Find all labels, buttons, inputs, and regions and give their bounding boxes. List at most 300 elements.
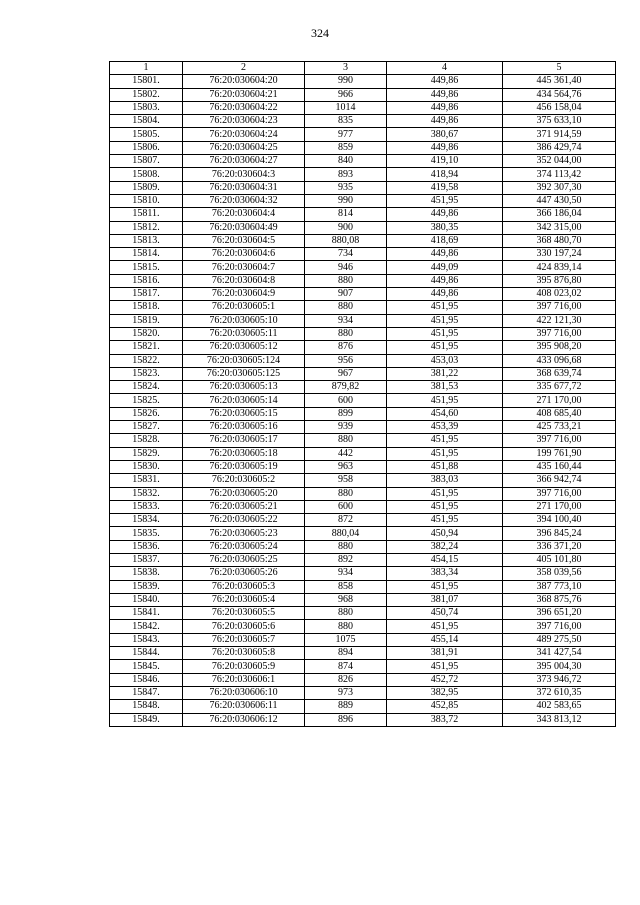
table-cell: 76:20:030604:23: [183, 115, 305, 128]
table-cell: 15824.: [110, 381, 183, 394]
table-cell: 880: [305, 620, 387, 633]
table-row: [110, 607, 616, 620]
table-cell: 336 371,20: [503, 540, 616, 553]
table-cell: 76:20:030604:6: [183, 248, 305, 261]
table-cell: 880,04: [305, 527, 387, 540]
table-cell: 394 100,40: [503, 514, 616, 527]
table-cell: 15810.: [110, 194, 183, 207]
table-cell: 374 113,42: [503, 168, 616, 181]
table-row: [110, 713, 616, 726]
table-cell: 15814.: [110, 248, 183, 261]
table-row: [110, 434, 616, 447]
table-cell: 76:20:030604:5: [183, 234, 305, 247]
table-cell: 455,14: [387, 633, 503, 646]
table-row: [110, 673, 616, 686]
table-cell: 15805.: [110, 128, 183, 141]
table-cell: 826: [305, 673, 387, 686]
table-row: [110, 500, 616, 513]
table-cell: 408 023,02: [503, 288, 616, 301]
table-cell: 15828.: [110, 434, 183, 447]
data-table: [109, 61, 616, 727]
table-row: [110, 527, 616, 540]
table-cell: 15834.: [110, 514, 183, 527]
table-cell: 15802.: [110, 88, 183, 101]
table-cell: 76:20:030606:11: [183, 700, 305, 713]
table-cell: 451,88: [387, 460, 503, 473]
table-cell: 15847.: [110, 686, 183, 699]
table-cell: 381,53: [387, 381, 503, 394]
table-cell: 387 773,10: [503, 580, 616, 593]
table-cell: 76:20:030605:17: [183, 434, 305, 447]
table-cell: 76:20:030606:12: [183, 713, 305, 726]
table-cell: 76:20:030605:16: [183, 421, 305, 434]
table-cell: 835: [305, 115, 387, 128]
table-row: [110, 407, 616, 420]
table-cell: 449,86: [387, 88, 503, 101]
table-cell: 15811.: [110, 208, 183, 221]
table-cell: 934: [305, 314, 387, 327]
table-cell: 15833.: [110, 500, 183, 513]
table-cell: 76:20:030605:3: [183, 580, 305, 593]
table-cell: 445 361,40: [503, 75, 616, 88]
table-row: [110, 647, 616, 660]
column-header: 3: [305, 62, 387, 75]
table-cell: 900: [305, 221, 387, 234]
table-cell: 880: [305, 540, 387, 553]
table-cell: 76:20:030605:26: [183, 567, 305, 580]
table-cell: 335 677,72: [503, 381, 616, 394]
table-row: [110, 580, 616, 593]
table-row: [110, 288, 616, 301]
table-cell: 342 315,00: [503, 221, 616, 234]
table-cell: 397 716,00: [503, 434, 616, 447]
table-row: [110, 181, 616, 194]
table-cell: 15804.: [110, 115, 183, 128]
table-cell: 451,95: [387, 194, 503, 207]
table-cell: 15837.: [110, 553, 183, 566]
table-cell: 405 101,80: [503, 553, 616, 566]
table-cell: 368 480,70: [503, 234, 616, 247]
table-cell: 397 716,00: [503, 487, 616, 500]
table-cell: 859: [305, 141, 387, 154]
table-cell: 450,74: [387, 607, 503, 620]
table-row: [110, 421, 616, 434]
table-cell: 397 716,00: [503, 620, 616, 633]
table-cell: 876: [305, 341, 387, 354]
table-cell: 433 096,68: [503, 354, 616, 367]
table-cell: 372 610,35: [503, 686, 616, 699]
page-number: 324: [311, 26, 329, 40]
table-cell: 76:20:030605:15: [183, 407, 305, 420]
table-row: [110, 155, 616, 168]
table-cell: 368 639,74: [503, 367, 616, 380]
table-cell: 76:20:030605:24: [183, 540, 305, 553]
table-cell: 76:20:030604:20: [183, 75, 305, 88]
table-cell: 76:20:030605:18: [183, 447, 305, 460]
table-cell: 15812.: [110, 221, 183, 234]
table-cell: 418,94: [387, 168, 503, 181]
table-cell: 396 651,20: [503, 607, 616, 620]
table-cell: 76:20:030605:10: [183, 314, 305, 327]
table-cell: 76:20:030605:12: [183, 341, 305, 354]
table-cell: 76:20:030604:31: [183, 181, 305, 194]
table-cell: 76:20:030606:10: [183, 686, 305, 699]
table-cell: 352 044,00: [503, 155, 616, 168]
table-cell: 76:20:030604:4: [183, 208, 305, 221]
table-cell: 76:20:030605:25: [183, 553, 305, 566]
table-cell: 452,72: [387, 673, 503, 686]
table-cell: 76:20:030605:125: [183, 367, 305, 380]
table-cell: 449,86: [387, 248, 503, 261]
table-cell: 1014: [305, 101, 387, 114]
table-cell: 967: [305, 367, 387, 380]
table-cell: 271 170,00: [503, 500, 616, 513]
table-cell: 893: [305, 168, 387, 181]
table-cell: 386 429,74: [503, 141, 616, 154]
table-cell: 600: [305, 500, 387, 513]
table-cell: 395 908,20: [503, 341, 616, 354]
table-cell: 934: [305, 567, 387, 580]
table-row: [110, 620, 616, 633]
table-cell: 15823.: [110, 367, 183, 380]
table-cell: 15839.: [110, 580, 183, 593]
table-cell: 451,95: [387, 341, 503, 354]
table-cell: 15845.: [110, 660, 183, 673]
table-cell: 15809.: [110, 181, 183, 194]
table-cell: 15818.: [110, 301, 183, 314]
table-cell: 451,95: [387, 301, 503, 314]
table-cell: 973: [305, 686, 387, 699]
table-cell: 76:20:030605:19: [183, 460, 305, 473]
table-cell: 874: [305, 660, 387, 673]
table-cell: 381,91: [387, 647, 503, 660]
table-cell: 76:20:030604:3: [183, 168, 305, 181]
table-cell: 968: [305, 593, 387, 606]
table-row: [110, 115, 616, 128]
table-row: [110, 234, 616, 247]
table-cell: 879,82: [305, 381, 387, 394]
table-cell: 76:20:030605:9: [183, 660, 305, 673]
table-row: [110, 274, 616, 287]
table-cell: 15843.: [110, 633, 183, 646]
table-cell: 451,95: [387, 620, 503, 633]
table-cell: 15816.: [110, 274, 183, 287]
table-cell: 15825.: [110, 394, 183, 407]
table-cell: 15822.: [110, 354, 183, 367]
table-cell: 76:20:030605:6: [183, 620, 305, 633]
table-row: [110, 474, 616, 487]
table-cell: 76:20:030605:22: [183, 514, 305, 527]
column-header: 1: [110, 62, 183, 75]
table-cell: 451,95: [387, 394, 503, 407]
table-cell: 341 427,54: [503, 647, 616, 660]
table-cell: 15815.: [110, 261, 183, 274]
table-row: [110, 540, 616, 553]
table-cell: 956: [305, 354, 387, 367]
table-cell: 76:20:030605:23: [183, 527, 305, 540]
table-cell: 425 733,21: [503, 421, 616, 434]
table-cell: 489 275,50: [503, 633, 616, 646]
table-row: [110, 381, 616, 394]
table-cell: 880,08: [305, 234, 387, 247]
table-cell: 814: [305, 208, 387, 221]
table-cell: 419,10: [387, 155, 503, 168]
table-row: [110, 567, 616, 580]
table-row: [110, 633, 616, 646]
table-cell: 15835.: [110, 527, 183, 540]
table-cell: 451,95: [387, 580, 503, 593]
table-cell: 451,95: [387, 434, 503, 447]
table-cell: 373 946,72: [503, 673, 616, 686]
table-cell: 449,86: [387, 208, 503, 221]
table-cell: 76:20:030605:21: [183, 500, 305, 513]
table-cell: 424 839,14: [503, 261, 616, 274]
table-row: [110, 75, 616, 88]
table-cell: 442: [305, 447, 387, 460]
table-row: [110, 128, 616, 141]
table-cell: 451,95: [387, 447, 503, 460]
table-cell: 76:20:030604:9: [183, 288, 305, 301]
table-cell: 383,34: [387, 567, 503, 580]
table-cell: 899: [305, 407, 387, 420]
table-cell: 15819.: [110, 314, 183, 327]
table-cell: 15848.: [110, 700, 183, 713]
table-row: [110, 221, 616, 234]
table-cell: 381,07: [387, 593, 503, 606]
table-cell: 76:20:030605:13: [183, 381, 305, 394]
table-cell: 343 813,12: [503, 713, 616, 726]
table-cell: 76:20:030605:4: [183, 593, 305, 606]
table-cell: 380,35: [387, 221, 503, 234]
table-cell: 76:20:030605:14: [183, 394, 305, 407]
table-cell: 15832.: [110, 487, 183, 500]
table-cell: 858: [305, 580, 387, 593]
table-cell: 395 876,80: [503, 274, 616, 287]
table-header-row: [110, 62, 616, 75]
table-cell: 449,86: [387, 141, 503, 154]
table-cell: 454,60: [387, 407, 503, 420]
table-row: [110, 101, 616, 114]
table-cell: 880: [305, 607, 387, 620]
table-cell: 449,86: [387, 288, 503, 301]
table-row: [110, 367, 616, 380]
table-cell: 15840.: [110, 593, 183, 606]
table-cell: 452,85: [387, 700, 503, 713]
table-row: [110, 141, 616, 154]
table-row: [110, 553, 616, 566]
table-cell: 880: [305, 301, 387, 314]
table-cell: 76:20:030605:2: [183, 474, 305, 487]
table-cell: 15807.: [110, 155, 183, 168]
table-cell: 76:20:030604:49: [183, 221, 305, 234]
table-cell: 76:20:030604:32: [183, 194, 305, 207]
table-cell: 397 716,00: [503, 301, 616, 314]
table-cell: 382,24: [387, 540, 503, 553]
table-cell: 76:20:030606:1: [183, 673, 305, 686]
table-cell: 15831.: [110, 474, 183, 487]
table-row: [110, 354, 616, 367]
table-row: [110, 593, 616, 606]
table-cell: 76:20:030604:22: [183, 101, 305, 114]
table-row: [110, 327, 616, 340]
table-cell: 889: [305, 700, 387, 713]
table-cell: 990: [305, 194, 387, 207]
table-cell: 958: [305, 474, 387, 487]
table-cell: 451,95: [387, 314, 503, 327]
table-cell: 990: [305, 75, 387, 88]
table-cell: 15801.: [110, 75, 183, 88]
table-cell: 368 875,76: [503, 593, 616, 606]
table-row: [110, 447, 616, 460]
column-header: 5: [503, 62, 616, 75]
table-row: [110, 686, 616, 699]
table-cell: 946: [305, 261, 387, 274]
table-row: [110, 314, 616, 327]
table-cell: 76:20:030605:7: [183, 633, 305, 646]
table-cell: 15817.: [110, 288, 183, 301]
table-cell: 15821.: [110, 341, 183, 354]
table-cell: 383,03: [387, 474, 503, 487]
table-cell: 397 716,00: [503, 327, 616, 340]
table-cell: 880: [305, 434, 387, 447]
table-cell: 977: [305, 128, 387, 141]
table-cell: 454,15: [387, 553, 503, 566]
table-cell: 76:20:030604:24: [183, 128, 305, 141]
table-cell: 963: [305, 460, 387, 473]
table-cell: 76:20:030605:1: [183, 301, 305, 314]
table-cell: 15829.: [110, 447, 183, 460]
table-cell: 840: [305, 155, 387, 168]
table-cell: 15849.: [110, 713, 183, 726]
table-row: [110, 460, 616, 473]
table-cell: 15836.: [110, 540, 183, 553]
table-cell: 366 186,04: [503, 208, 616, 221]
table-row: [110, 301, 616, 314]
table-row: [110, 208, 616, 221]
table-cell: 76:20:030605:11: [183, 327, 305, 340]
table-cell: 907: [305, 288, 387, 301]
table-cell: 422 121,30: [503, 314, 616, 327]
table-cell: 453,03: [387, 354, 503, 367]
table-cell: 1075: [305, 633, 387, 646]
table-row: [110, 194, 616, 207]
table-cell: 76:20:030604:21: [183, 88, 305, 101]
table-cell: 15830.: [110, 460, 183, 473]
table-row: [110, 700, 616, 713]
table-body: [110, 75, 616, 727]
table-cell: 15842.: [110, 620, 183, 633]
table-cell: 76:20:030604:25: [183, 141, 305, 154]
table-cell: 76:20:030604:27: [183, 155, 305, 168]
table-cell: 451,95: [387, 514, 503, 527]
table-cell: 456 158,04: [503, 101, 616, 114]
table-cell: 449,86: [387, 75, 503, 88]
table-cell: 76:20:030605:20: [183, 487, 305, 500]
table-row: [110, 660, 616, 673]
table-cell: 15806.: [110, 141, 183, 154]
table-cell: 199 761,90: [503, 447, 616, 460]
table-cell: 76:20:030604:8: [183, 274, 305, 287]
table-cell: 15844.: [110, 647, 183, 660]
table-cell: 880: [305, 327, 387, 340]
table-cell: 419,58: [387, 181, 503, 194]
table-cell: 271 170,00: [503, 394, 616, 407]
table-cell: 375 633,10: [503, 115, 616, 128]
table-cell: 76:20:030605:8: [183, 647, 305, 660]
table-cell: 381,22: [387, 367, 503, 380]
table-cell: 450,94: [387, 527, 503, 540]
table-cell: 330 197,24: [503, 248, 616, 261]
table-row: [110, 248, 616, 261]
table-cell: 880: [305, 274, 387, 287]
table-cell: 453,39: [387, 421, 503, 434]
table-cell: 880: [305, 487, 387, 500]
table-cell: 371 914,59: [503, 128, 616, 141]
table-cell: 451,95: [387, 500, 503, 513]
table-cell: 366 942,74: [503, 474, 616, 487]
table-row: [110, 341, 616, 354]
table-row: [110, 394, 616, 407]
table-cell: 392 307,30: [503, 181, 616, 194]
table-cell: 396 845,24: [503, 527, 616, 540]
table-cell: 449,86: [387, 115, 503, 128]
table-row: [110, 88, 616, 101]
table-cell: 451,95: [387, 487, 503, 500]
table-cell: 76:20:030604:7: [183, 261, 305, 274]
table-cell: 383,72: [387, 713, 503, 726]
table-cell: 15827.: [110, 421, 183, 434]
column-header: 4: [387, 62, 503, 75]
table-row: [110, 168, 616, 181]
table-cell: 15820.: [110, 327, 183, 340]
table-cell: 896: [305, 713, 387, 726]
table-cell: 449,86: [387, 274, 503, 287]
table-cell: 966: [305, 88, 387, 101]
table-cell: 892: [305, 553, 387, 566]
table-cell: 734: [305, 248, 387, 261]
table-row: [110, 261, 616, 274]
table-cell: 418,69: [387, 234, 503, 247]
table-cell: 15803.: [110, 101, 183, 114]
table-cell: 939: [305, 421, 387, 434]
table-cell: 380,67: [387, 128, 503, 141]
table-cell: 451,95: [387, 327, 503, 340]
table-cell: 15808.: [110, 168, 183, 181]
table-cell: 402 583,65: [503, 700, 616, 713]
table-row: [110, 487, 616, 500]
table-cell: 15826.: [110, 407, 183, 420]
table-cell: 76:20:030605:124: [183, 354, 305, 367]
table-cell: 435 160,44: [503, 460, 616, 473]
table-cell: 15846.: [110, 673, 183, 686]
table-cell: 408 685,40: [503, 407, 616, 420]
table-cell: 449,09: [387, 261, 503, 274]
table-cell: 15838.: [110, 567, 183, 580]
table-cell: 382,95: [387, 686, 503, 699]
table-cell: 15813.: [110, 234, 183, 247]
table-cell: 894: [305, 647, 387, 660]
table-cell: 395 004,30: [503, 660, 616, 673]
table-cell: 600: [305, 394, 387, 407]
table-cell: 434 564,76: [503, 88, 616, 101]
table-cell: 451,95: [387, 660, 503, 673]
table-cell: 935: [305, 181, 387, 194]
table-row: [110, 514, 616, 527]
table-cell: 15841.: [110, 607, 183, 620]
table-cell: 447 430,50: [503, 194, 616, 207]
column-header: 2: [183, 62, 305, 75]
table-cell: 449,86: [387, 101, 503, 114]
